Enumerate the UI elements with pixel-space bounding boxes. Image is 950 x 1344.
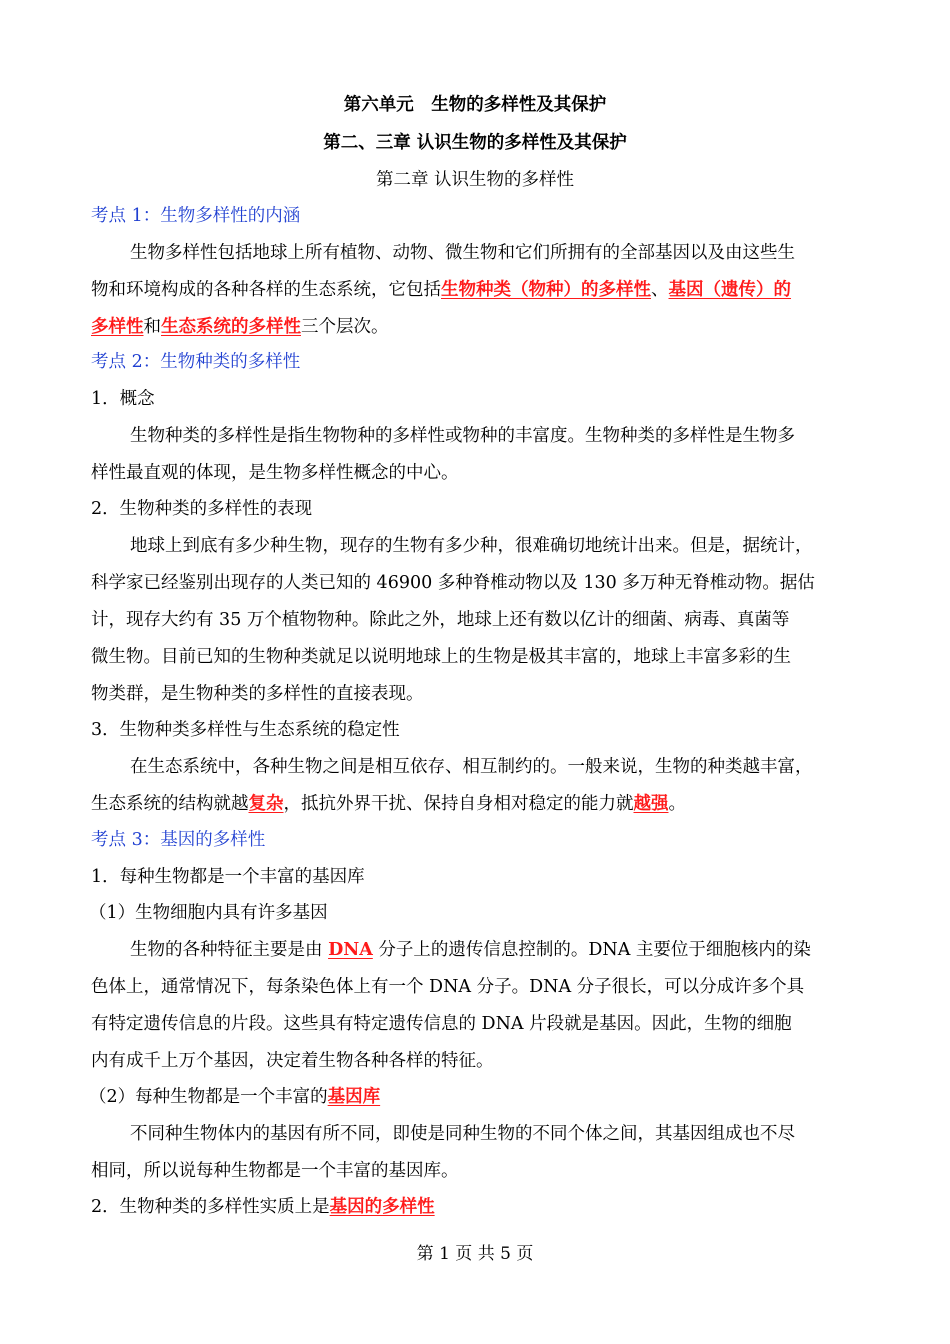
text: 、: [651, 280, 669, 300]
kd3-sub1-line4: 内有成千上万个基因，决定着生物各种各样的特征。: [91, 1051, 494, 1071]
kd3-sub2-line1: 不同种生物体内的基因有所不同，即使是同种生物的不同个体之间，其基因组成也不尽: [130, 1124, 795, 1144]
kd3-sub1-line3: 有特定遗传信息的片段。这些具有特定遗传信息的 DNA 片段就是基因。因此，生物的细胞: [91, 1014, 792, 1034]
section-title: 第二章 认识生物的多样性: [375, 170, 575, 190]
highlight-gene-diversity-part1: 基因（遗传）的: [668, 280, 791, 300]
text: 和: [143, 317, 161, 337]
kd3-heading: 考点 3：基因的多样性: [91, 830, 266, 850]
kd2-subheading-3: 3．生物种类多样性与生态系统的稳定性: [91, 720, 400, 740]
unit-title: 第六单元 生物的多样性及其保护: [343, 95, 607, 115]
kd2-s2-line2: 科学家已经鉴别出现存的人类已知的 46900 多种脊椎动物以及 130 多万种无脊椎动物。据估: [91, 573, 815, 593]
text: 分子上的遗传信息控制的。DNA 主要位于细胞核内的染: [372, 940, 811, 960]
highlight-gene-pool: 基因库: [327, 1087, 381, 1107]
kd1-paragraph-line1: 生物多样性包括地球上所有植物、动物、微生物和它们所拥有的全部基因以及由这些生: [130, 243, 795, 263]
text: 2．生物种类的多样性实质上是: [91, 1197, 330, 1217]
text: 三个层次。: [301, 317, 389, 337]
text: （2）每种生物都是一个丰富的: [89, 1087, 328, 1107]
kd3-sub1-line2: 色体上，通常情况下，每条染色体上有一个 DNA 分子。DNA 分子很长，可以分成许多个具: [91, 977, 805, 997]
kd3-subsection-1: （1）生物细胞内具有许多基因: [89, 903, 328, 923]
kd2-s3-line2: [91, 791, 871, 817]
kd2-s2-line4: 微生物。目前已知的生物种类就足以说明地球上的生物是极其丰富的，地球上丰富多彩的生: [91, 647, 791, 667]
kd2-s3-line1: 在生态系统中，各种生物之间是相互依存、相互制约的。一般来说，生物的种类越丰富，: [130, 757, 813, 777]
page-footer: 第 1 页 共 5 页: [416, 1244, 534, 1264]
kd1-paragraph-line3: [91, 314, 871, 340]
chapter-title: 第二、三章 认识生物的多样性及其保护: [323, 133, 627, 153]
kd2-heading: 考点 2：生物种类的多样性: [91, 352, 301, 372]
highlight-species-diversity: 生物种类（物种）的多样性: [441, 280, 651, 300]
kd3-sub2-line2: 相同，所以说每种生物都是一个丰富的基因库。: [91, 1161, 459, 1181]
kd3-subheading-1: 1．每种生物都是一个丰富的基因库: [91, 867, 365, 887]
kd3-sub1-line1: [130, 937, 870, 963]
highlight-dna: DNA: [328, 940, 373, 960]
kd2-subheading-2: 2．生物种类的多样性的表现: [91, 499, 313, 519]
kd3-subheading-2: [91, 1194, 871, 1220]
kd2-s2-line1: 地球上到底有多少种生物，现存的生物有多少种，很难确切地统计出来。但是，据统计，: [130, 536, 813, 556]
kd1-paragraph-line2: [91, 277, 871, 303]
kd2-subheading-1: 1．概念: [91, 389, 155, 409]
highlight-gene-diversity: 基因的多样性: [329, 1197, 435, 1217]
text: 物和环境构成的各种各样的生态系统，它包括: [91, 280, 441, 300]
highlight-complex: 复杂: [248, 794, 284, 814]
highlight-gene-diversity-part2: 多样性: [91, 317, 144, 337]
text: 。: [668, 794, 686, 814]
kd2-s1-line1: 生物种类的多样性是指生物物种的多样性或物种的丰富度。生物种类的多样性是生物多: [130, 426, 795, 446]
kd3-subsection-2: [89, 1084, 869, 1110]
text: 生物的各种特征主要是由: [130, 940, 329, 960]
kd2-s2-line3: 计，现存大约有 35 万个植物物种。除此之外，地球上还有数以亿计的细菌、病毒、真菌等: [91, 610, 790, 630]
kd1-heading: 考点 1：生物多样性的内涵: [91, 206, 301, 226]
highlight-stronger: 越强: [633, 794, 669, 814]
kd2-s2-line5: 物类群，是生物种类的多样性的直接表现。: [91, 684, 424, 704]
kd2-s1-line2: 样性最直观的体现，是生物多样性概念的中心。: [91, 463, 459, 483]
text: 生态系统的结构就越: [91, 794, 249, 814]
text: ，抵抗外界干扰、保持自身相对稳定的能力就: [283, 794, 634, 814]
highlight-ecosystem-diversity: 生态系统的多样性: [161, 317, 301, 337]
